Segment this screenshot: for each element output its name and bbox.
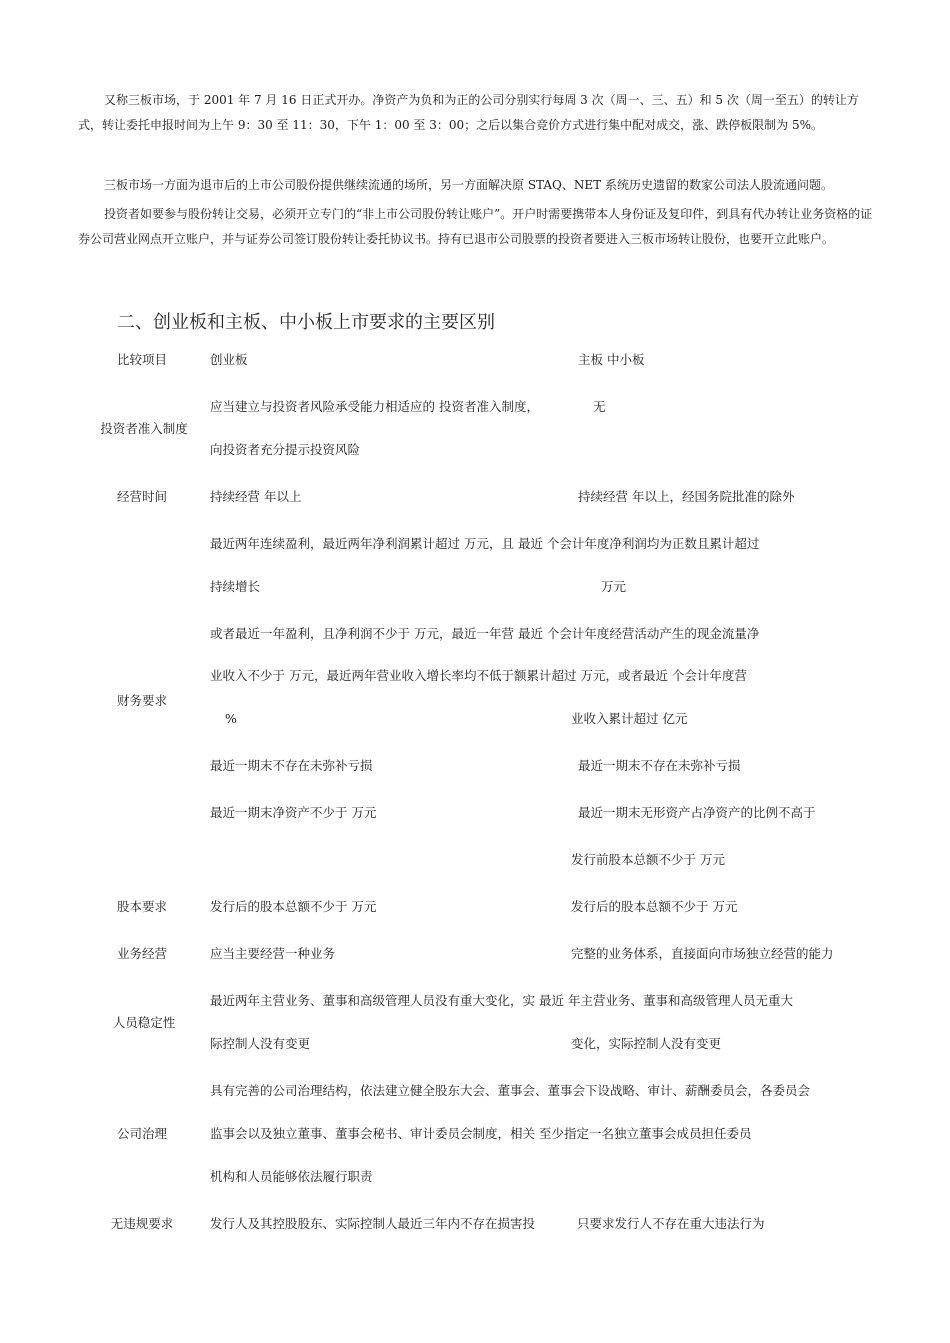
header-compare-item: 比较项目 xyxy=(116,352,167,367)
staff-main-line2: 变化，实际控制人没有变更 xyxy=(571,1036,722,1051)
finance-row4-chinext: 最近一期末净资产不少于 万元 xyxy=(210,805,377,820)
finance-row3-main: 最近一期末不存在未弥补亏损 xyxy=(578,758,741,773)
label-financial: 财务要求 xyxy=(116,693,167,708)
capital-main: 发行后的股本总额不少于 万元 xyxy=(571,899,738,914)
staff-line1: 最近两年主营业务、董事和高级管理人员没有重大变化，实 最近 年主营业务、董事和高级管理人员无重大 xyxy=(210,993,793,1008)
section-heading: 二、创业板和主板、中小板上市要求的主要区别 xyxy=(117,312,495,333)
intro-paragraph-3 xyxy=(78,202,874,252)
operating-chinext: 持续经营 年以上 xyxy=(210,489,302,504)
intro-text-1: 又称三板市场，于 2001 年 7 月 16 日正式开办。净资产为负和为正的公司分别实行每周 3 次（周一、三、五）和 5 次（周一至五）的转让方式，转让委托申报时间为上午 9：30 至 11：30，下午 1：00 至 3：00；之后以集合竞价方式进行集中配对成交，涨、跌停板限制为 5%。 xyxy=(78,93,859,132)
label-compliance: 无违规要求 xyxy=(110,1216,174,1231)
staff-chinext-line2: 际控制人没有变更 xyxy=(210,1036,311,1051)
governance-line3: 机构和人员能够依法履行职责 xyxy=(210,1169,373,1184)
intro-text-2: 三板市场一方面为退市后的上市公司股份提供继续流通的场所，另一方面解决原 STAQ、NET 系统历史遗留的数家公司法人股流通问题。 xyxy=(104,178,833,192)
label-capital: 股本要求 xyxy=(116,899,167,914)
label-governance: 公司治理 xyxy=(116,1126,167,1141)
finance-row2-line1: 或者最近一年盈利，且净利润不少于 万元，最近一年营 最近 个会计年度经营活动产生的现金流量净 xyxy=(210,626,760,641)
finance-row2-percent: % xyxy=(225,711,237,726)
compliance-main: 只要求发行人不存在重大违法行为 xyxy=(577,1216,765,1231)
finance-row5-main: 发行前股本总额不少于 万元 xyxy=(571,852,725,867)
label-business: 业务经营 xyxy=(116,946,167,961)
capital-chinext: 发行后的股本总额不少于 万元 xyxy=(210,899,377,914)
intro-text-3: 投资者如要参与股份转让交易，必须开立专门的“非上市公司股份转让账户”。开户时需要携带本人身份证及复印件，到具有代办转让业务资格的证券公司营业网点开立账户，并与证券公司签订股份转让委托协议书。持有已退市公司股票的投资者要进入三板市场转让股份，也要开立此账户。 xyxy=(78,207,873,246)
business-chinext: 应当主要经营一种业务 xyxy=(210,946,336,961)
label-staff-stability: 人员稳定性 xyxy=(112,1015,176,1030)
governance-line2: 监事会以及独立董事、董事会秘书、审计委员会制度，相关 至少指定一名独立董事会成员担任委员 xyxy=(210,1126,752,1141)
governance-line1: 具有完善的公司治理结构，依法建立健全股东大会、董事会、董事会下设战略、审计、薪酬委员会，各委员会 xyxy=(210,1083,811,1098)
investor-chinext-line1: 应当建立与投资者风险承受能力相适应的 投资者准入制度， xyxy=(210,399,539,414)
finance-row1-line1: 最近两年连续盈利，最近两年净利润累计超过 万元，且 最近 个会计年度净利润均为正数且累计超过 xyxy=(210,536,760,551)
operating-main: 持续经营 年以上，经国务院批准的除外 xyxy=(578,489,795,504)
header-main-sme: 主板 中小板 xyxy=(578,352,645,367)
label-investor-access: 投资者准入制度 xyxy=(100,421,188,436)
label-operating-time: 经营时间 xyxy=(116,489,167,504)
finance-row2-line2: 业收入不少于 万元，最近两年营业收入增长率均不低于额累计超过 万元，或者最近 个会计年度营 xyxy=(210,668,747,683)
finance-row4-main: 最近一期末无形资产占净资产的比例不高于 xyxy=(578,805,816,820)
finance-row1-unit: 万元 xyxy=(601,579,627,594)
intro-paragraph-1 xyxy=(78,88,874,138)
compliance-chinext: 发行人及其控股股东、实际控制人最近三年内不存在损害投 xyxy=(210,1216,536,1231)
investor-main: 无 xyxy=(593,399,606,414)
investor-chinext-line2: 向投资者充分提示投资风险 xyxy=(210,442,361,457)
finance-row2-main: 业收入累计超过 亿元 xyxy=(571,711,688,726)
intro-paragraph-2 xyxy=(78,173,874,198)
finance-row1-line2: 持续增长 xyxy=(210,579,261,594)
business-main: 完整的业务体系，直接面向市场独立经营的能力 xyxy=(571,946,834,961)
finance-row3-chinext: 最近一期末不存在未弥补亏损 xyxy=(210,758,373,773)
header-chinext: 创业板 xyxy=(210,352,248,367)
